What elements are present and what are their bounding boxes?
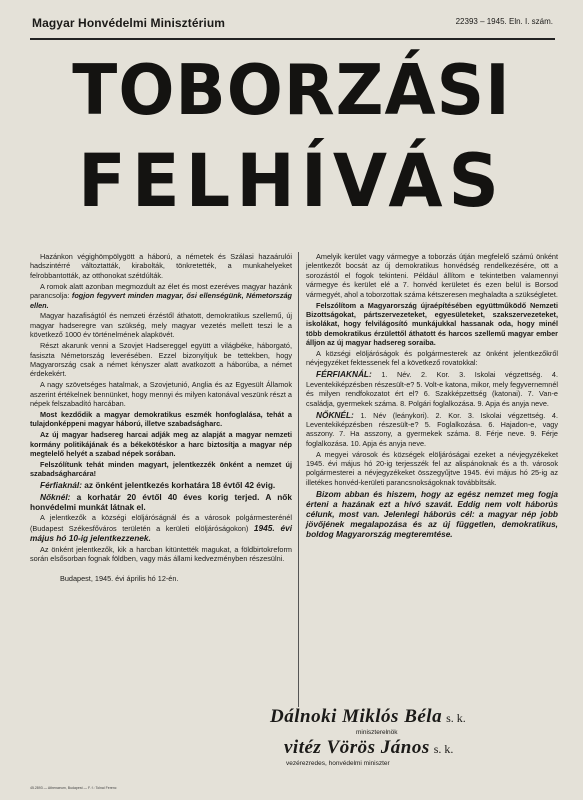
men-register-columns	[306, 369, 558, 408]
right-column	[306, 252, 558, 540]
men-age-limit	[30, 480, 292, 490]
women-register-label: NŐKNÉL:	[316, 409, 354, 420]
left-paragraph: A nagy szövetséges hatalmak, a Szovjetunió, Anglia és az Egyesült Államok aszerint értékelnek bennünket, hogy mennyi és milyen katonával veszünk részt a népek felszabadító harcában.	[30, 380, 292, 409]
deadline-emphasis: 1945. évi május hó 10-ig jelentkezzenek.	[30, 522, 293, 544]
men-text: az önként jelentkezés korhatára 18 évtől 42 évig.	[84, 480, 276, 491]
left-text: A romok alatt azonban megmozdult az élet és most ezeréves magyar hazánk parancsolja:	[30, 281, 292, 301]
left-paragraph	[30, 513, 292, 543]
title-line-1: TOBORZÁSI	[72, 50, 511, 131]
left-paragraph	[30, 282, 292, 310]
header-rule	[30, 38, 555, 40]
signature-title: vezérezredes, honvédelmi miniszter	[286, 760, 390, 767]
signature-suffix: s. k.	[446, 711, 466, 725]
right-paragraph: A megyei városok és községek elöljáróságai ezeket a névjegyzékeket 1945. évi május hó 20-ig terjesszék fel az alispánoknak és a th. városok polgármesterei a névjegyzékeket összegyűjtve 1945. évi május hó 25-ig az illetékes honvéd-kerületi parancsnokságoknak továbbítsák.	[306, 449, 558, 487]
men-register-label: FÉRFIAKNÁL:	[316, 369, 372, 380]
right-paragraph: Felszólítom a Magyarország újraépítésében együttműködő Nemzeti Bizottságokat, pártszervezeteket, egyesületeket, szakszervezeteket, iskolákat, hogy felvilágosító munkájukkal hassanak oda, hogy minél több demokratikus érzülettől áthatott és harcos szellemű magyar ember álljon az új magyar hadsereg soraiba.	[306, 300, 558, 348]
closing-statement: Bizom abban és hiszem, hogy az egész nemzet meg fogja érteni a hazának ezt a hívó szavát. Eddig nem volt háborús célunk, most van. Jelenlegi háborús cél: a magyar nép jobb jövőjének megalapozása és az új független, demokratikus, boldog Magyarország megteremtése.	[306, 488, 558, 539]
left-paragraph: Most kezdődik a magyar demokratikus eszmék honfoglalása, tehát a tulajdonképpeni magyar háború, illetve szabadságharc.	[30, 410, 292, 429]
left-paragraph: Részt akarunk venni a Szovjet Hadsereggel együtt a világbéke, háborgató, fasiszta Németország leverésében. Ezzel bizonyítjuk be tettekben, hogy Magyarország csak a német kényszer alatt avatkozott a háborúba, a német érdekekért.	[30, 341, 292, 379]
ministry-header: Magyar Honvédelmi Minisztérium	[32, 16, 226, 30]
left-paragraph: Az önként jelentkezők, kik a harcban kitüntették magukat, a földbirtokreform során elsősorban fognak földben, vagy más állami kedvezményben részesülni.	[30, 545, 292, 564]
signature-name: vitéz Vörös János	[284, 737, 430, 758]
signature-1	[270, 706, 560, 736]
signature-2	[284, 737, 574, 767]
column-divider	[298, 252, 299, 707]
title-line-2: FELHÍVÁS	[78, 137, 505, 225]
women-label: Nőknél:	[40, 491, 71, 502]
right-paragraph: Amelyik kerület vagy vármegye a toborzás útján megfelelő számú önként jelentkezőt bocsát az új demokratikus honvédség rendelkezésére, ott a sorozástól el fogok tekinteni. Például állítom e tekintetben valamennyi vármegye és kerület elé a 7. honvéd kerületet és ezen belül is Borsod vármegyét, ahol a toborzottak száma kétszeresen meghaladta a szükségletet.	[306, 252, 558, 299]
left-text: A jelentkezők a községi elöljáróságnál és a városok polgármesterénél (Budapest Székesfőváros területén a kerületi elöljáróságokon)	[30, 513, 292, 533]
left-emphasis: fogjon fegyvert minden magyar, ősi ellenségünk, Németország ellen.	[30, 291, 293, 310]
printer-imprint: 45.2893 — Athenaeum, Budapest — F. f.: Tolnai Ferenc	[30, 786, 117, 790]
women-register-columns	[306, 410, 558, 449]
left-paragraph: Magyar hazafiságtól és nemzeti érzéstől áthatott, demokratikus szellemű, új magyar hadseregre van szükség, mely magyar vezetés mellett teszi le a következő 1000 év történelmének alapkövét.	[30, 311, 292, 340]
left-column	[30, 252, 292, 585]
reference-number: 22393 – 1945. Eln. I. szám.	[455, 17, 553, 26]
left-paragraph: Hazánkon végighömpölygött a háború, a németek és Szálasi hazaárulói hadszintérré változtatták, kirabolták, tönkretették, a munkahelyeket felrobbantották, az otthonokat szétdúlták.	[30, 252, 292, 280]
men-register-text: 1. Név. 2. Kor. 3. Iskolai végzettség. 4. Leventekiképzésben részesült-e? 5. Volt-e katona, mikor, mely fegyvernemnél és milyen rendfokozatot ért el? 6. Szakképzettség (katonai). 7. Van-e családja, gyermekek száma. 8. Polgári foglalkozása. 9. Apja és anyja neve.	[306, 370, 558, 408]
women-text: a korhatár 20 évtől 40 éves korig terjed. A nők honvédelmi munkát látnak el.	[30, 491, 292, 512]
women-age-limit	[30, 492, 292, 512]
right-paragraph: A községi elöljáróságok és polgármesterek az önként jelentkezőkről névjegyzéket fektessenek fel a következő rovatokkal:	[306, 349, 558, 368]
women-register-text: 1. Név (leánykori). 2. Kor. 3. Iskolai végzettség. 4. Leventekiképzésben részesült-e? 5. Foglalkozása. 6. Hajadon-e, vagy asszony. 7. Ha asszony, a gyermekek száma. 8. Férje neve. 9. Férje foglalkozása. 10. Apja és anyja neve.	[306, 410, 559, 448]
men-label: Férfiaknál:	[40, 480, 82, 491]
signature-suffix: s. k.	[433, 742, 454, 756]
left-paragraph: Az új magyar hadsereg harcai adják meg az alapját a magyar nemzeti kormány politikájának és a békekötéskor a harc biztosítja a magyar nép megtelelő helyét a szabad népek sorában.	[30, 430, 292, 459]
issue-date: Budapest, 1945. évi április hó 12-én.	[60, 573, 179, 583]
signature-title: miniszterelnök	[356, 729, 398, 736]
signature-name: Dálnoki Miklós Béla	[270, 706, 443, 727]
call-to-action: Felszólítunk tehát minden magyart, jelentkezzék önként a nemzet új szabadságharcára!	[30, 460, 292, 479]
